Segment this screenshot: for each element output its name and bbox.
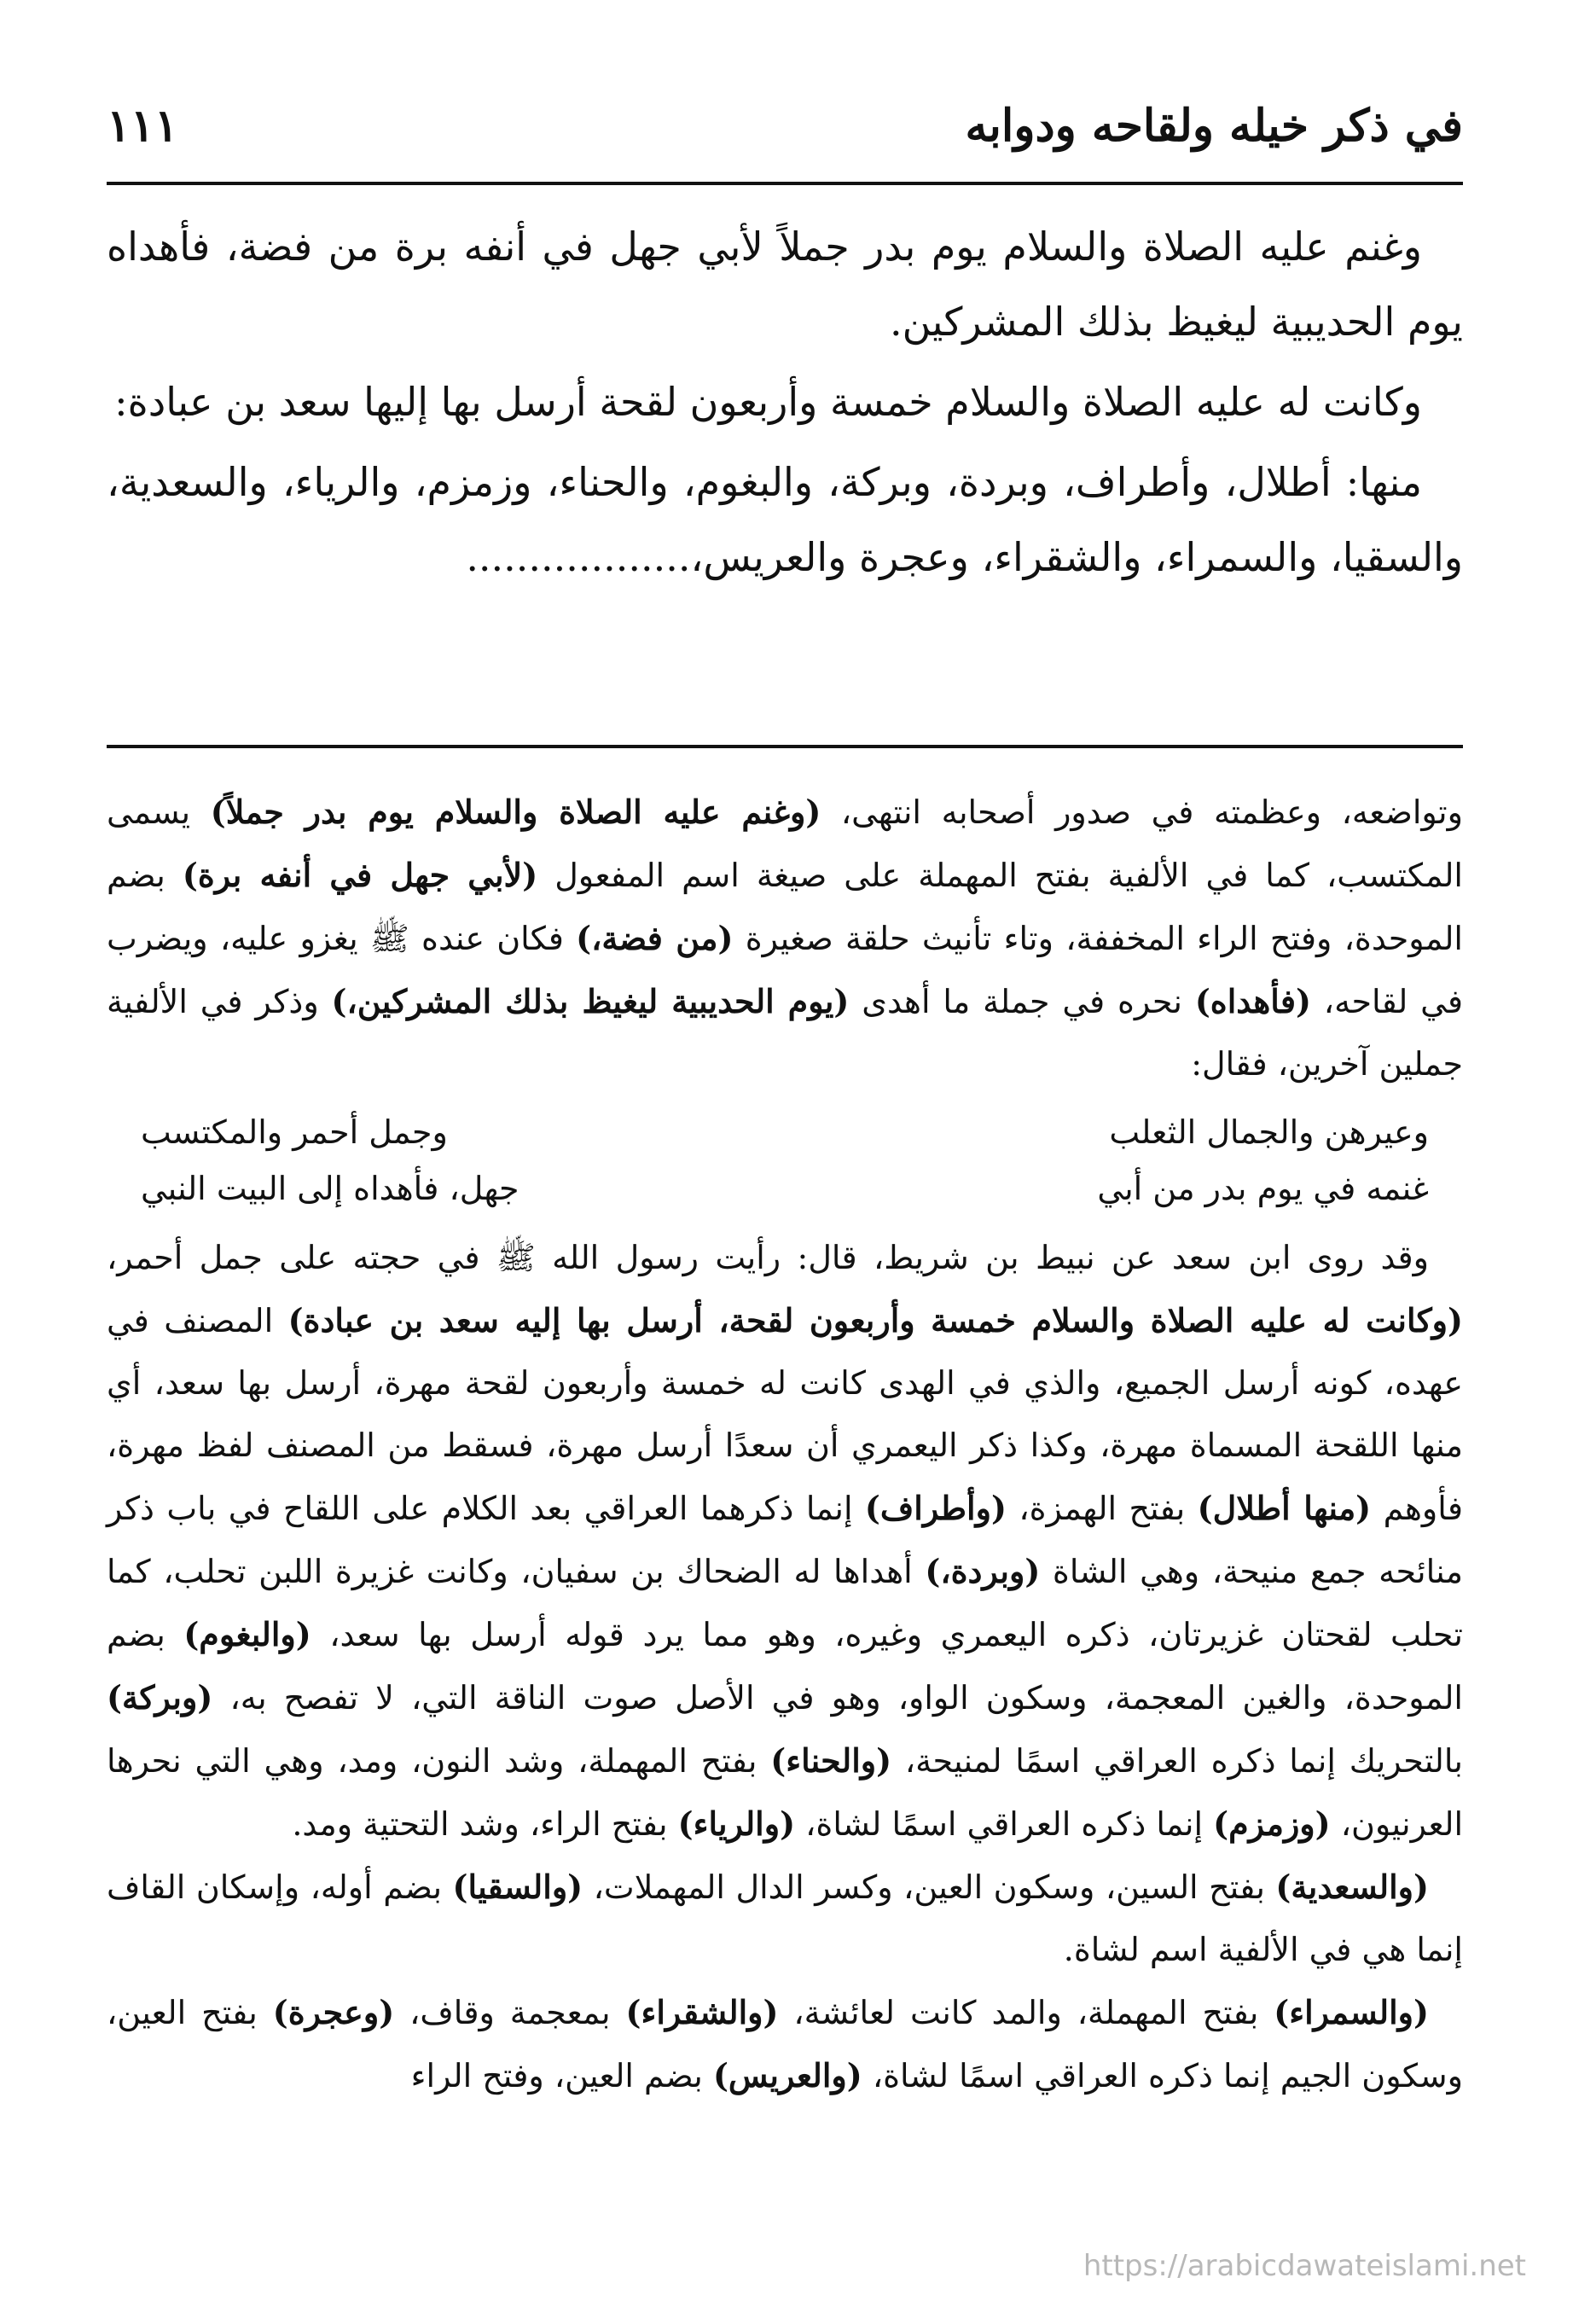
text-run: بفتح المهملة، والمد كانت لعائشة، bbox=[778, 1994, 1274, 2031]
text-run: بضم أوله، وإسكان القاف إنما هي في الألفية اسم لشاة. bbox=[107, 1868, 1463, 1968]
poem-block bbox=[107, 1104, 1463, 1217]
text-run: وقد روى ابن سعد عن نبيط بن شريط، قال: رأيت رسول الله ﷺ في حجته على جمل أحمر، bbox=[107, 1239, 1429, 1276]
quoted-matn: (والسعدية) bbox=[1275, 1868, 1429, 1906]
quoted-matn: (والشقراء) bbox=[625, 1993, 779, 2031]
text-run: بفتح الهمزة، bbox=[1006, 1490, 1198, 1527]
text-run: بفتح السين، وسكون العين، وكسر الدال المهملات، bbox=[583, 1868, 1276, 1906]
text-run: يسمى المكتسب، كما في الألفية بفتح المهملة على صيغة اسم المفعول bbox=[107, 793, 1463, 894]
verse-first-hemistich: وعيرهن والجمال الثعلب bbox=[1109, 1113, 1429, 1151]
commentary-paragraph bbox=[107, 1981, 1463, 2107]
book-page bbox=[107, 81, 1463, 2308]
quoted-matn: (وغنم عليه الصلاة والسلام يوم بدر جملاً) bbox=[210, 793, 821, 831]
quoted-matn: (وأطراف) bbox=[864, 1489, 1007, 1527]
header-rule bbox=[107, 182, 1463, 185]
running-title: في ذكر خيله ولقاحه ودوابه bbox=[965, 100, 1463, 152]
commentary-paragraph bbox=[107, 1227, 1463, 1856]
text-run: بفتح الراء، وشد التحتية ومد. bbox=[292, 1805, 678, 1843]
main-text-paragraph: منها: أطلال، وأطراف، وبردة، وبركة، والبغوم، والحناء، وزمزم، والرياء، والسعدية، والسقيا، والسمراء، والشقراء، وعجرة والعريس،.................. bbox=[107, 459, 1463, 580]
quoted-matn: (فأهداه) bbox=[1194, 982, 1311, 1020]
quoted-matn: (لأبي جهل في أنفه برة) bbox=[182, 856, 538, 894]
text-run: وتواضعه، وعظمته في صدور أصحابه انتهى، bbox=[821, 793, 1463, 831]
text-run: نحره في جملة ما أهدى bbox=[849, 983, 1195, 1020]
quoted-matn: (من فضة،) bbox=[576, 919, 734, 957]
text-run: فكان عنده ﷺ يغزو عليه، ويضرب في لقاحه، bbox=[107, 920, 1463, 1020]
verse-first-hemistich: غنمه في يوم بدر من أبي bbox=[1097, 1170, 1429, 1207]
text-run: بفتح العين، وسكون الجيم إنما ذكره العراقي اسمًا لشاة، bbox=[107, 1994, 1463, 2095]
quoted-matn: (والرياء) bbox=[677, 1804, 796, 1843]
separator-rule bbox=[107, 745, 1463, 748]
quoted-matn: (وكانت له عليه الصلاة والسلام خمسة وأربعون لقحة، أرسل بها إليه سعد بن عبادة) bbox=[287, 1301, 1464, 1339]
commentary-text bbox=[107, 781, 1463, 2107]
verse-second-hemistich: جهل، فأهداه إلى البيت النبي bbox=[141, 1170, 519, 1207]
main-text-paragraph: وغنم عليه الصلاة والسلام يوم بدر جملاً لأبي جهل في أنفه برة من فضة، فأهداه يوم الحديبية ليغيظ بذلك المشركين. bbox=[107, 224, 1463, 345]
text-run: بالتحريك إنما ذكره العراقي اسمًا لمنيحة، bbox=[891, 1742, 1463, 1780]
quoted-matn: (وعجرة) bbox=[272, 1993, 395, 2031]
poem-verse bbox=[141, 1104, 1429, 1160]
quoted-matn: (والسقيا) bbox=[452, 1868, 583, 1906]
verse-second-hemistich: وجمل أحمر والمكتسب bbox=[141, 1113, 448, 1151]
text-run: المصنف في عهده، كونه أرسل الجميع، والذي في الهدى كانت له خمسة وأربعون لقحة مهرة، أرسل بها سعد، أي منها اللقحة المسماة مهرة، وكذا ذكر اليعمري أن سعدًا أرسل مهرة، فسقط من المصنف لفظ مهرة، فأوهم bbox=[107, 1302, 1463, 1527]
quoted-matn: (وبركة) bbox=[107, 1678, 213, 1717]
source-watermark: https://arabicdawateislami.net bbox=[1083, 2249, 1526, 2283]
commentary-paragraph bbox=[107, 781, 1463, 1095]
text-run: بمعجمة وقاف، bbox=[394, 1994, 626, 2031]
page-number: ١١١ bbox=[107, 100, 178, 152]
quoted-matn: (والسمراء) bbox=[1274, 1993, 1429, 2031]
quoted-matn: (منها أطلال) bbox=[1197, 1489, 1372, 1527]
text-run: إنما ذكرهما العراقي بعد الكلام على اللقاح في باب ذكر منائحه جمع منيحة، وهي الشاة bbox=[107, 1490, 1464, 1590]
text-run: بفتح المهملة، وشد النون، ومد، وهي التي نحرها العرنيون، bbox=[107, 1742, 1463, 1843]
quoted-matn: (يوم الحديبية ليغيظ بذلك المشركين،) bbox=[331, 982, 850, 1020]
quoted-matn: (والعريس) bbox=[712, 2056, 862, 2095]
quoted-matn: (والحناء) bbox=[770, 1741, 892, 1780]
text-run: بضم الموحدة، والغين المعجمة، وسكون الواو، وهو في الأصل صوت الناقة التي، لا تفصح به، bbox=[107, 1616, 1463, 1717]
text-run: وذكر في الألفية جملين آخرين، فقال: bbox=[107, 983, 1463, 1083]
page-header bbox=[107, 81, 1463, 171]
quoted-matn: (والبغوم) bbox=[183, 1615, 311, 1653]
text-run: بضم الموحدة، وفتح الراء المخففة، وتاء تأنيث حلقة صغيرة bbox=[107, 857, 1463, 957]
main-text-paragraph: وكانت له عليه الصلاة والسلام خمسة وأربعون لقحة أرسل بها إليها سعد بن عبادة: bbox=[114, 379, 1422, 425]
poem-verse bbox=[141, 1160, 1429, 1217]
text-run: بضم العين، وفتح الراء bbox=[410, 2057, 713, 2095]
quoted-matn: (وبردة،) bbox=[925, 1552, 1041, 1590]
main-text bbox=[107, 209, 1463, 600]
quoted-matn: (وزمزم) bbox=[1213, 1804, 1331, 1843]
text-run: إنما ذكره العراقي اسمًا لشاة، bbox=[795, 1805, 1214, 1843]
text-run: أهداها له الضحاك بن سفيان، وكانت غزيرة اللبن تحلب، كما تحلب لقحتان غزيرتان، ذكره اليعمري وغيره، وهو مما يرد قوله أرسل بها سعد، bbox=[107, 1553, 1464, 1653]
commentary-paragraph bbox=[107, 1856, 1463, 1981]
